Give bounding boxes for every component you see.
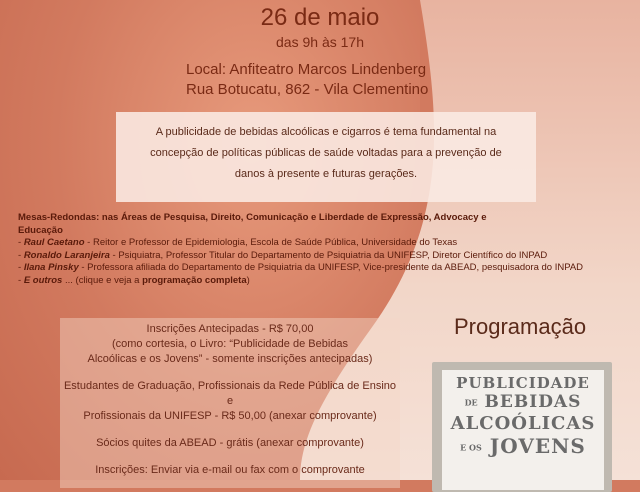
speaker-name: Ronaldo Laranjeira: [23, 249, 110, 261]
speaker-desc: - Psiquiatra, Professor Titular do Departamento de Psiquiatria da UNIFESP, Diretor Científico do INPAD: [109, 249, 548, 261]
speaker-desc: - Reitor e Professor de Epidemiologia, Escola de Saúde Pública, Universidade do Texas: [84, 237, 458, 248]
intro-line-1: A publicidade de bebidas alcoólicas e cigarros é tema fundamental na: [155, 126, 497, 138]
outros-label: E outros: [23, 274, 63, 286]
insc-p1-line1: Inscrições Antecipadas - R$ 70,00: [146, 323, 314, 335]
inscricoes-text: [60, 322, 400, 490]
mesas-title-line-2: Educação: [18, 224, 63, 236]
intro-line-3: danos à presente e futuras gerações.: [234, 168, 418, 180]
mesas-redondas-section: [18, 212, 618, 287]
book-bebidas: BEBIDAS: [484, 392, 582, 412]
book-de: DE: [464, 397, 478, 408]
outros-end: ): [246, 274, 250, 286]
event-location: [186, 60, 428, 100]
inscricoes-estudantes: [60, 379, 400, 424]
outros-item[interactable]: - E outros ... (clique e veja a programação completa): [18, 274, 250, 286]
book-title-line-1: PUBLICIDADE: [456, 374, 590, 392]
location-line-2: Rua Botucatu, 862 - Vila Clementino: [186, 81, 429, 98]
speaker-name: Ilana Pinsky: [23, 262, 79, 273]
book-title-line-2: [442, 392, 604, 413]
insc-p1-line3: Alcoólicas e os Jovens” - somente inscrições antecipadas): [87, 353, 373, 365]
insc-p2-line2: Profissionais da UNIFESP - R$ 50,00 (anexar comprovante): [83, 410, 377, 422]
event-hours: das 9h às 17h: [276, 34, 364, 50]
book-e-os: E OS: [460, 442, 482, 452]
insc-p2-line1: Estudantes de Graduação, Profissionais da Rede Pública de Ensino e: [63, 380, 397, 407]
book-jovens: JOVENS: [489, 433, 586, 458]
insc-p1-line2: (como cortesia, o Livro: “Publicidade de Bebidas: [111, 338, 348, 350]
speaker-item: - Ronaldo Laranjeira - Psiquiatra, Professor Titular do Departamento de Psiquiatria da UNIFESP, Diretor Científico do INPAD: [18, 249, 548, 261]
book-cover-inner: [442, 370, 604, 490]
mesas-title-line-1: Mesas-Redondas: nas Áreas de Pesquisa, Direito, Comunicação e Liberdade de Expressão, Advocacy e: [18, 212, 487, 223]
inscricoes-envio: Inscrições: Enviar via e-mail ou fax com o comprovante: [95, 464, 365, 476]
speaker-item: - Raul Caetano - Reitor e Professor de Epidemiologia, Escola de Saúde Pública, Universidade do Texas: [18, 237, 458, 248]
outros-desc: ... (clique e veja a: [62, 274, 143, 286]
speaker-item: - Ilana Pinsky - Professora afiliada do Departamento de Psiquiatria da UNIFESP, Vice-presidente da ABEAD, pesquisadora do INPAD: [18, 262, 584, 273]
inscricoes-antecipadas: [60, 322, 400, 367]
intro-text: [116, 122, 536, 185]
location-line-1: Local: Anfiteatro Marcos Lindenberg: [186, 61, 427, 78]
book-title-line-3: ALCOÓLICAS: [450, 412, 596, 434]
programacao-link[interactable]: programação completa: [142, 274, 247, 286]
intro-line-2: concepção de políticas públicas de saúde voltadas para a prevenção de: [150, 147, 502, 159]
speaker-name: Raul Caetano: [23, 237, 85, 248]
event-date: 26 de maio: [260, 4, 380, 31]
speaker-desc: - Professora afiliada do Departamento de Psiquiatria da UNIFESP, Vice-presidente da ABEAD, pesquisadora do INPAD: [78, 262, 584, 273]
inscricoes-socios: Sócios quites da ABEAD - grátis (anexar comprovante): [96, 437, 364, 449]
programacao-title[interactable]: Programação: [454, 314, 587, 339]
book-title-line-4: [442, 435, 604, 459]
